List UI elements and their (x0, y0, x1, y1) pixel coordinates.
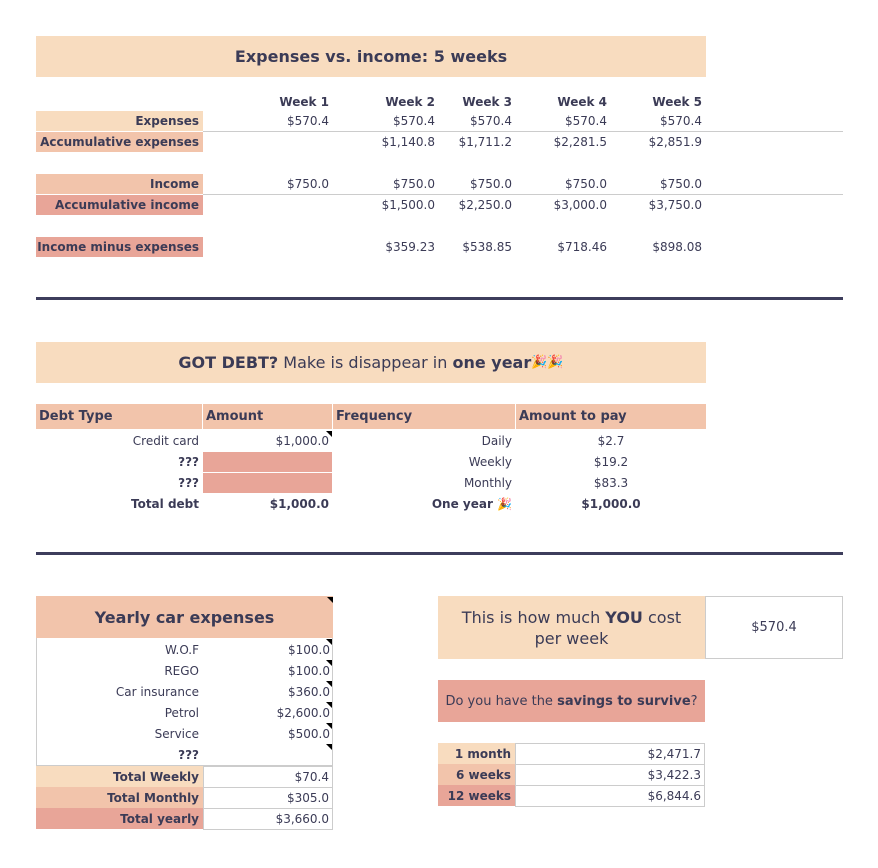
cell-value[interactable] (239, 195, 329, 215)
debt-title-bold: GOT DEBT? (178, 353, 279, 372)
savings-value: $2,471.7 (515, 743, 705, 765)
cell-value[interactable] (239, 237, 329, 257)
row-label: Accumulative expenses (36, 132, 203, 152)
cell-value[interactable]: $570.4 (287, 114, 329, 128)
cost-value[interactable]: $570.4 (705, 596, 843, 659)
row-divider (203, 131, 843, 132)
car-item-label: Service (154, 727, 199, 741)
cell-value[interactable]: $570.4 (565, 114, 607, 128)
car-item-value[interactable]: $360.0 (288, 685, 330, 699)
cell-value[interactable]: $718.46 (557, 240, 607, 254)
cell-value[interactable]: $570.4 (470, 114, 512, 128)
cell-value[interactable]: $1,711.2 (458, 135, 512, 149)
debt-frequency: Daily (481, 434, 512, 448)
row-divider (203, 194, 843, 195)
section-divider (36, 297, 843, 300)
car-item-label: Petrol (164, 706, 199, 720)
week-header: Week 2 (385, 95, 435, 109)
savings-value: $6,844.6 (515, 785, 705, 807)
savings-label (438, 680, 705, 722)
cost-bold: YOU (605, 607, 643, 627)
car-item-label: ??? (178, 748, 199, 762)
row-label: Income minus expenses (36, 237, 203, 257)
debt-type: ??? (178, 476, 199, 490)
comment-marker-icon (326, 744, 332, 750)
savings-value: $3,422.3 (515, 764, 705, 786)
car-item-label: REGO (164, 664, 199, 678)
debt-header: Amount (203, 404, 332, 429)
comment-marker-icon (326, 639, 332, 645)
cell-value[interactable]: $1,500.0 (381, 198, 435, 212)
comment-marker-icon (326, 431, 332, 437)
debt-header: Amount to pay (516, 404, 706, 429)
cost-text: This is how much (461, 607, 606, 627)
savings-period: 6 weeks (438, 764, 515, 785)
debt-title-text: Make is disappear in (278, 353, 453, 372)
cell-value[interactable]: $750.0 (565, 177, 607, 191)
debt-amount[interactable]: $1,000.0 (275, 434, 329, 448)
week-header: Week 4 (557, 95, 607, 109)
cost-text2: cost per week (534, 607, 682, 648)
car-total-value: $3,660.0 (203, 808, 333, 830)
comment-marker-icon (326, 723, 332, 729)
debt-amount: $1,000.0 (269, 497, 329, 511)
cell-value[interactable]: $570.4 (660, 114, 702, 128)
comment-marker-icon (327, 597, 333, 603)
car-total-label: Total yearly (36, 808, 203, 829)
comment-marker-icon (326, 660, 332, 666)
cell-value[interactable]: $750.0 (287, 177, 329, 191)
weekly-title: Expenses vs. income: 5 weeks (36, 36, 706, 77)
cell-value[interactable]: $570.4 (393, 114, 435, 128)
debt-pay: $2.7 (597, 434, 625, 448)
week-header: Week 5 (652, 95, 702, 109)
debt-pay: $1,000.0 (581, 497, 641, 511)
cell-value[interactable]: $750.0 (470, 177, 512, 191)
cell-value[interactable]: $898.08 (652, 240, 702, 254)
debt-frequency: Monthly (463, 476, 512, 490)
cell-value[interactable]: $3,750.0 (648, 198, 702, 212)
savings-period: 1 month (438, 743, 515, 764)
car-item-value[interactable]: $2,600.0 (276, 706, 330, 720)
car-item-value[interactable]: $500.0 (288, 727, 330, 741)
car-item-label: W.O.F (165, 643, 199, 657)
cell-value[interactable] (239, 132, 329, 152)
car-item-value[interactable]: $100.0 (288, 643, 330, 657)
cell-value[interactable]: $538.85 (462, 240, 512, 254)
debt-pay: $83.3 (593, 476, 629, 490)
week-header: Week 1 (279, 95, 329, 109)
car-item-value[interactable]: $100.0 (288, 664, 330, 678)
debt-pay: $19.2 (593, 455, 629, 469)
week-header: Week 3 (462, 95, 512, 109)
debt-type: Total debt (130, 497, 199, 511)
savings-period: 12 weeks (438, 785, 515, 806)
cell-value[interactable]: $1,140.8 (381, 135, 435, 149)
debt-type: ??? (178, 455, 199, 469)
debt-header: Debt Type (36, 404, 202, 429)
cell-value[interactable]: $750.0 (393, 177, 435, 191)
section-divider (36, 552, 843, 555)
cell-value[interactable]: $3,000.0 (553, 198, 607, 212)
cell-value[interactable]: $2,851.9 (648, 135, 702, 149)
car-title: Yearly car expenses (36, 596, 333, 638)
party-icon: 🎉🎉 (531, 355, 564, 370)
car-total-label: Total Weekly (36, 766, 203, 787)
debt-amount-input[interactable] (203, 473, 332, 493)
car-total-value: $305.0 (203, 787, 333, 809)
debt-type: Credit card (132, 434, 199, 448)
debt-frequency: Weekly (468, 455, 512, 469)
row-label: Expenses (36, 111, 203, 131)
debt-title-bold2: one year (452, 353, 532, 372)
row-label: Accumulative income (36, 195, 203, 215)
car-total-label: Total Monthly (36, 787, 203, 808)
savings-text2: ? (690, 693, 698, 709)
car-item-label: Car insurance (115, 685, 199, 699)
debt-header: Frequency (333, 404, 515, 429)
cell-value[interactable]: $2,281.5 (553, 135, 607, 149)
debt-title (36, 342, 706, 383)
cell-value[interactable]: $2,250.0 (458, 198, 512, 212)
comment-marker-icon (326, 681, 332, 687)
cell-value[interactable]: $359.23 (385, 240, 435, 254)
savings-bold: savings to survive (557, 693, 691, 709)
row-label: Income (36, 174, 203, 194)
cell-value[interactable]: $750.0 (660, 177, 702, 191)
car-item-value[interactable] (203, 745, 330, 765)
debt-amount-input[interactable] (203, 452, 332, 472)
debt-frequency: One year 🎉 (431, 497, 512, 511)
cost-label (438, 596, 705, 659)
comment-marker-icon (326, 702, 332, 708)
savings-text: Do you have the (445, 693, 558, 709)
car-total-value: $70.4 (203, 766, 333, 788)
